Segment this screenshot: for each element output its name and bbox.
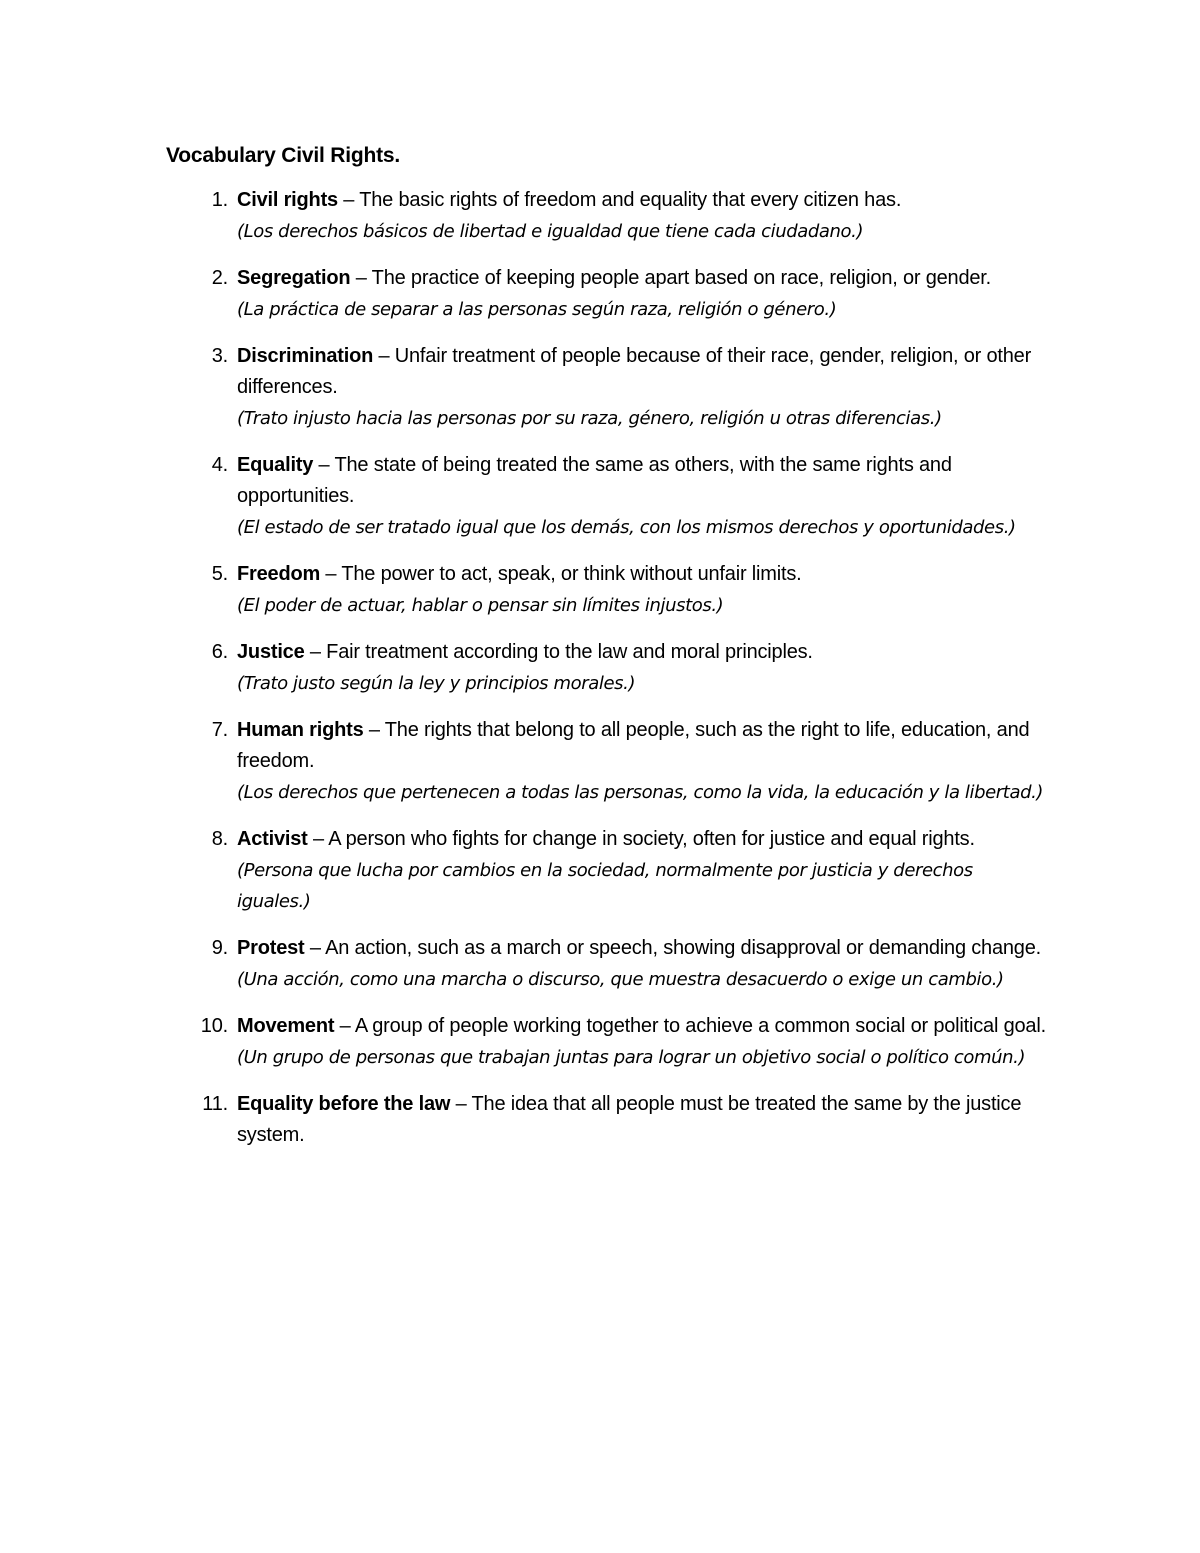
vocabulary-item [166,1011,1046,1073]
spanish-translation: (Persona que lucha por cambios en la sociedad, normalmente por justicia y derechos iguales.) [237,860,973,912]
item-number: 8. [211,828,228,850]
vocabulary-list [166,185,1046,1167]
term-definition: The basic rights of freedom and equality that every citizen has. [359,189,902,211]
term-definition: Unfair treatment of people because of their race, gender, religion, or other differences. [237,345,1032,398]
term-definition: An action, such as a march or speech, showing disapproval or demanding change. [325,937,1042,959]
item-number: 7. [211,719,228,741]
term-definition: Fair treatment according to the law and moral principles. [326,641,813,663]
term-separator: – [337,189,360,211]
vocabulary-item [166,185,1046,247]
term-separator: – [350,267,372,289]
vocabulary-term: Discrimination [237,345,374,367]
spanish-translation: (Trato injusto hacia las personas por su raza, género, religión u otras diferencias.) [237,408,942,429]
spanish-translation: (El estado de ser tratado igual que los demás, con los mismos derechos y oportunidades.) [237,517,1016,538]
vocabulary-item [166,637,1046,699]
spanish-translation: (Los derechos básicos de libertad e igualdad que tiene cada ciudadano.) [237,221,864,242]
term-separator: – [373,345,395,367]
spanish-translation: (Una acción, como una marcha o discurso, que muestra desacuerdo o exige un cambio.) [237,969,1004,990]
item-number: 3. [211,345,228,367]
spanish-translation: (Un grupo de personas que trabajan juntas para lograr un objetivo social o político común.) [237,1047,1026,1068]
term-definition: The power to act, speak, or think without unfair limits. [341,563,802,585]
term-separator: – [334,1015,355,1037]
item-number: 11. [202,1093,228,1115]
vocabulary-term: Human rights [237,719,364,741]
vocabulary-term: Equality [237,454,314,476]
vocabulary-term: Segregation [237,267,351,289]
item-number: 9. [211,937,228,959]
spanish-translation: (Trato justo según la ley y principios morales.) [237,673,636,694]
term-separator: – [313,454,335,476]
vocabulary-item [166,341,1046,434]
vocabulary-term: Movement [237,1015,335,1037]
spanish-translation: (La práctica de separar a las personas según raza, religión o género.) [237,299,837,320]
item-number: 2. [211,267,228,289]
item-number: 5. [211,563,228,585]
vocabulary-item [166,559,1046,621]
vocabulary-term: Activist [237,828,308,850]
vocabulary-term: Civil rights [237,189,338,211]
term-definition: A person who fights for change in society, often for justice and equal rights. [328,828,975,850]
item-number: 6. [211,641,228,663]
vocabulary-term: Protest [237,937,305,959]
term-definition: The idea that all people must be treated the same by the justice system. [237,1093,1022,1146]
term-separator: – [304,641,327,663]
term-separator: – [363,719,385,741]
item-number: 10. [200,1015,228,1037]
item-number: 4. [211,454,228,476]
vocabulary-term: Justice [237,641,305,663]
vocabulary-term: Equality before the law [237,1093,451,1115]
item-number: 1. [211,189,228,211]
vocabulary-item [166,263,1046,325]
term-separator: – [307,828,329,850]
term-separator: – [304,937,326,959]
term-definition: The state of being treated the same as others, with the same rights and opportunities. [237,454,952,507]
vocabulary-item [166,933,1046,995]
spanish-translation: (Los derechos que pertenecen a todas las personas, como la vida, la educación y la libertad.) [237,782,1044,803]
term-definition: A group of people working together to achieve a common social or political goal. [354,1015,1046,1037]
vocabulary-term: Freedom [237,563,321,585]
term-definition: The rights that belong to all people, such as the right to life, education, and freedom. [237,719,1030,772]
vocabulary-item [166,450,1046,543]
document-title: Vocabulary Civil Rights. [166,144,401,167]
spanish-translation: (El poder de actuar, hablar o pensar sin límites injustos.) [237,595,724,616]
vocabulary-item [166,715,1046,808]
term-definition: The practice of keeping people apart based on race, religion, or gender. [371,267,992,289]
vocabulary-item [166,1089,1046,1151]
term-separator: – [320,563,342,585]
term-separator: – [450,1093,472,1115]
vocabulary-item [166,824,1046,917]
